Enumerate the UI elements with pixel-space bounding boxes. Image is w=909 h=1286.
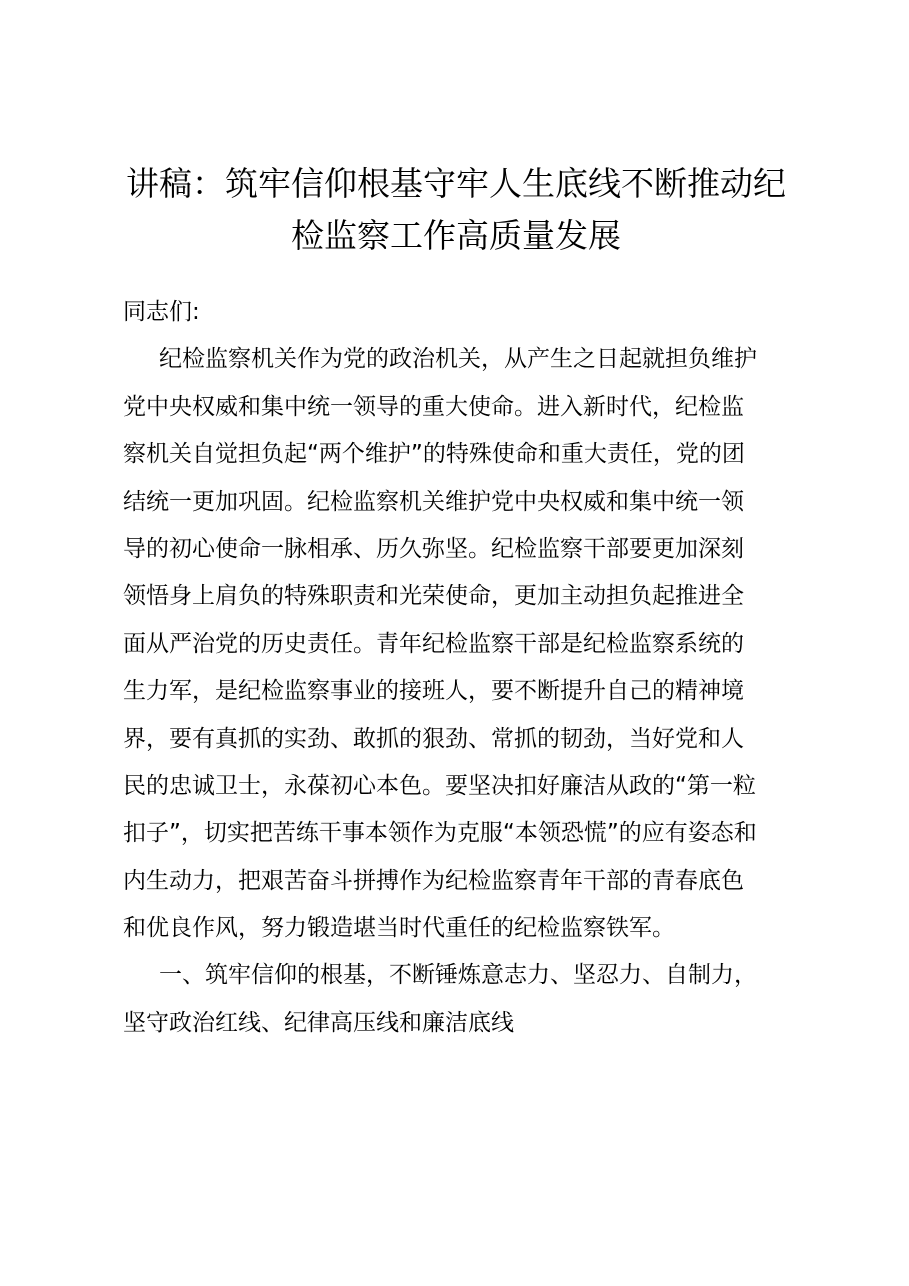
paragraph-line: 纪检监察机关作为党的政治机关，从产生之日起就担负维护: [159, 346, 757, 373]
salutation: 同志们:: [123, 299, 200, 325]
paragraph-line: 党中央权威和集中统一领导的重大使命。进入新时代，纪检监: [123, 393, 744, 420]
paragraph-line: 民的忠诚卫士，永葆初心本色。要坚决扣好廉洁从政的“第一粒: [123, 772, 756, 799]
paragraph-line: 导的初心使命一脉相承、历久弥坚。纪检监察干部要更加深刻: [123, 535, 744, 562]
paragraph-line: 领悟身上肩负的特殊职责和光荣使命，更加主动担负起推进全: [123, 583, 744, 610]
paragraph-line: 面从严治党的历史责任。青年纪检监察干部是纪检监察系统的: [123, 630, 744, 657]
document-title: [100, 158, 812, 262]
paragraph-line: 内生动力，把艰苦奋斗拼搏作为纪检监察青年干部的青春底色: [123, 867, 744, 894]
paragraph-line: 和优良作风，努力锻造堪当时代重任的纪检监察铁军。: [123, 915, 675, 942]
document-body: [123, 289, 803, 1047]
title-line: 检监察工作高质量发展: [291, 216, 621, 255]
section-heading-line: 一、筑牢信仰的根基，不断锤炼意志力、坚忍力、自制力，: [159, 962, 757, 989]
paragraph-line: 扣子”，切实把苦练干事本领作为克服“本领恐慌”的应有姿态和: [123, 820, 757, 847]
paragraph-line: 界，要有真抓的实劲、敢抓的狠劲、常抓的韧劲，当好党和人: [123, 725, 744, 752]
paragraph-line: 生力军，是纪检监察事业的接班人，要不断提升自己的精神境: [123, 678, 744, 705]
section-heading-line: 坚守政治红线、纪律高压线和廉洁底线: [123, 1009, 514, 1036]
paragraph-line: 察机关自觉担负起“两个维护”的特殊使命和重大责任，党的团: [123, 441, 745, 468]
paragraph-line: 结统一更加巩固。纪检监察机关维护党中央权威和集中统一领: [123, 488, 744, 515]
title-line: 讲稿：筑牢信仰根基守牢人生底线不断推动纪: [126, 164, 786, 203]
